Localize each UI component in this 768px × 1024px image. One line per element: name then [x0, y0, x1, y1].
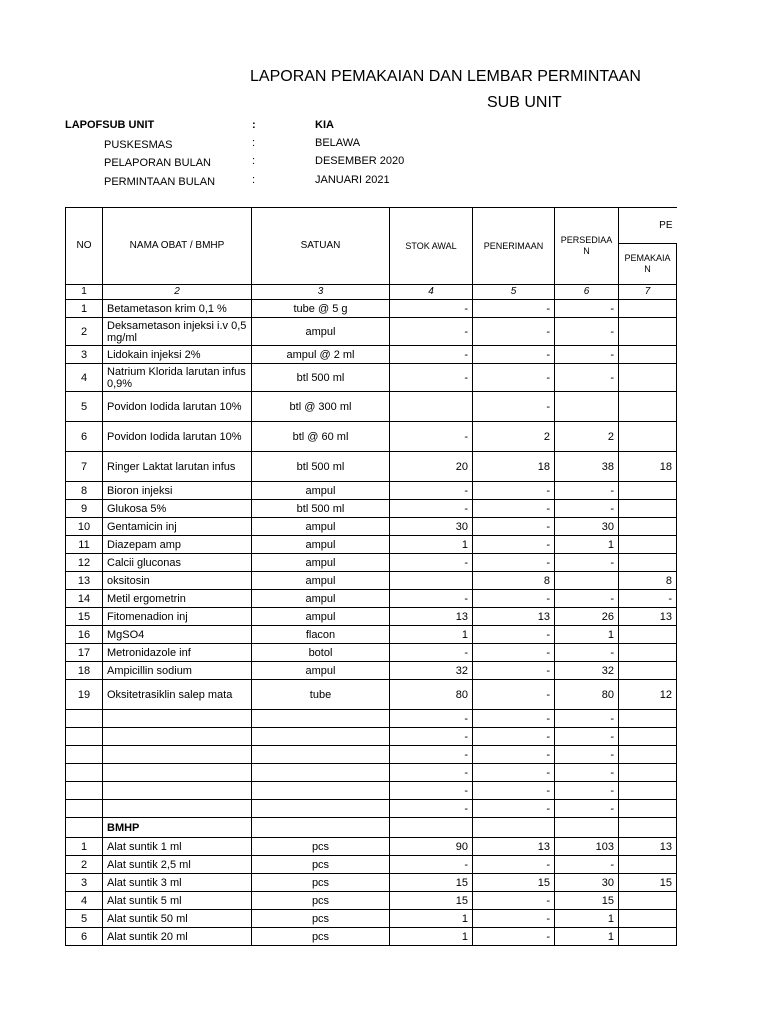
pemakaian-value: [619, 364, 677, 392]
col-header-penerimaan: PENERIMAAN: [473, 208, 555, 285]
penerimaan-value: -: [473, 590, 555, 608]
stok-awal-value: -: [390, 422, 473, 452]
stok-awal-value: 1: [390, 536, 473, 554]
col-header-persediaan: PERSEDIAAN: [555, 208, 619, 285]
pemakaian-value: 12: [619, 680, 677, 710]
item-unit: [252, 800, 390, 818]
persediaan-value: -: [555, 346, 619, 364]
pemakaian-value: [619, 644, 677, 662]
stok-awal-value: 1: [390, 626, 473, 644]
item-name: Oksitetrasiklin salep mata: [103, 680, 252, 710]
table-row: [66, 626, 677, 644]
item-name: Metil ergometrin: [103, 590, 252, 608]
persediaan-value: 1: [555, 928, 619, 946]
col-group-header-cut: PE: [619, 208, 677, 244]
table-row: [66, 300, 677, 318]
stok-awal-value: -: [390, 746, 473, 764]
stok-awal-value: -: [390, 728, 473, 746]
pemakaian-value: [619, 764, 677, 782]
pemakaian-value: [619, 800, 677, 818]
col-number: 7: [619, 285, 677, 300]
pemakaian-value: -: [619, 590, 677, 608]
table-row: [66, 680, 677, 710]
pelaporan-colon: :: [252, 155, 256, 167]
item-name: Ringer Laktat larutan infus: [103, 452, 252, 482]
col-header-no: NO: [66, 208, 103, 285]
col-number: 4: [390, 285, 473, 300]
item-name: Alat suntik 20 ml: [103, 928, 252, 946]
stok-awal-value: 90: [390, 838, 473, 856]
table-row: [66, 590, 677, 608]
pelaporan-value: DESEMBER 2020: [315, 155, 405, 167]
penerimaan-value: -: [473, 680, 555, 710]
bmhp-section-label: BMHP: [103, 818, 252, 838]
pemakaian-value: [619, 910, 677, 928]
item-unit: btl 500 ml: [252, 452, 390, 482]
stok-awal-value: -: [390, 482, 473, 500]
puskesmas-colon: :: [252, 137, 256, 149]
item-name: Fitomenadion inj: [103, 608, 252, 626]
column-number-row: [66, 285, 677, 300]
row-number: 14: [66, 590, 103, 608]
persediaan-value: -: [555, 644, 619, 662]
item-unit: pcs: [252, 910, 390, 928]
persediaan-value: 1: [555, 536, 619, 554]
row-number: 10: [66, 518, 103, 536]
persediaan-value: [555, 572, 619, 590]
item-name: Glukosa 5%: [103, 500, 252, 518]
stok-awal-value: -: [390, 782, 473, 800]
sub-unit-colon: :: [252, 119, 256, 131]
row-number: 17: [66, 644, 103, 662]
table-row: [66, 662, 677, 680]
item-unit: pcs: [252, 928, 390, 946]
row-number: 5: [66, 392, 103, 422]
row-number: 15: [66, 608, 103, 626]
item-name: Alat suntik 2,5 ml: [103, 856, 252, 874]
penerimaan-value: 8: [473, 572, 555, 590]
persediaan-value: -: [555, 746, 619, 764]
puskesmas-value: BELAWA: [315, 137, 361, 149]
persediaan-value: 30: [555, 874, 619, 892]
pemakaian-value: [619, 626, 677, 644]
row-number: [66, 710, 103, 728]
pemakaian-value: [619, 782, 677, 800]
stok-awal-value: 13: [390, 608, 473, 626]
penerimaan-value: -: [473, 392, 555, 422]
item-name: Povidon Iodida larutan 10%: [103, 392, 252, 422]
pemakaian-value: [619, 422, 677, 452]
penerimaan-value: -: [473, 746, 555, 764]
penerimaan-value: -: [473, 782, 555, 800]
stok-awal-value: 1: [390, 928, 473, 946]
col-number: 3: [252, 285, 390, 300]
col-header-pemakaian: PEMAKAIAN: [619, 244, 677, 285]
row-number: 1: [66, 300, 103, 318]
item-unit: ampul: [252, 318, 390, 346]
penerimaan-value: -: [473, 554, 555, 572]
penerimaan-value: -: [473, 644, 555, 662]
item-name: Alat suntik 3 ml: [103, 874, 252, 892]
table-cell: [619, 818, 677, 838]
penerimaan-value: -: [473, 482, 555, 500]
table-row: [66, 856, 677, 874]
table-row: [66, 728, 677, 746]
stok-awal-value: [390, 392, 473, 422]
item-unit: btl @ 300 ml: [252, 392, 390, 422]
persediaan-value: -: [555, 710, 619, 728]
pemakaian-value: [619, 928, 677, 946]
table-row: [66, 928, 677, 946]
row-number: 12: [66, 554, 103, 572]
table-row: [66, 910, 677, 928]
stok-awal-value: [390, 572, 473, 590]
penerimaan-value: -: [473, 662, 555, 680]
stok-awal-value: -: [390, 318, 473, 346]
stok-awal-value: -: [390, 364, 473, 392]
pemakaian-value: [619, 892, 677, 910]
stok-awal-value: 32: [390, 662, 473, 680]
item-name: Alat suntik 5 ml: [103, 892, 252, 910]
penerimaan-value: 18: [473, 452, 555, 482]
table-row: [66, 318, 677, 346]
row-number: 18: [66, 662, 103, 680]
penerimaan-value: -: [473, 626, 555, 644]
pemakaian-value: [619, 346, 677, 364]
item-name: Bioron injeksi: [103, 482, 252, 500]
persediaan-value: 1: [555, 626, 619, 644]
pelaporan-label: PELAPORAN BULAN: [104, 157, 211, 169]
table-cell: [390, 818, 473, 838]
stok-awal-value: -: [390, 800, 473, 818]
row-number: 6: [66, 928, 103, 946]
persediaan-value: -: [555, 482, 619, 500]
table-cell: [66, 818, 103, 838]
pemakaian-value: [619, 856, 677, 874]
table-row: [66, 838, 677, 856]
pemakaian-value: 13: [619, 838, 677, 856]
item-unit: pcs: [252, 892, 390, 910]
item-unit: ampul: [252, 518, 390, 536]
stok-awal-value: -: [390, 500, 473, 518]
table-cell: [252, 818, 390, 838]
row-number: [66, 728, 103, 746]
row-number: 16: [66, 626, 103, 644]
item-name: Ampicillin sodium: [103, 662, 252, 680]
row-number: 19: [66, 680, 103, 710]
item-unit: [252, 746, 390, 764]
persediaan-value: -: [555, 764, 619, 782]
penerimaan-value: -: [473, 892, 555, 910]
item-unit: ampul: [252, 482, 390, 500]
persediaan-value: [555, 392, 619, 422]
persediaan-value: 2: [555, 422, 619, 452]
item-name: Povidon Iodida larutan 10%: [103, 422, 252, 452]
stok-awal-value: -: [390, 764, 473, 782]
item-unit: flacon: [252, 626, 390, 644]
table-row: [66, 392, 677, 422]
sub-unit-label: LAPOFSUB UNIT: [65, 119, 155, 131]
stok-awal-value: 80: [390, 680, 473, 710]
row-number: 2: [66, 318, 103, 346]
permintaan-colon: :: [252, 174, 256, 186]
stok-awal-value: -: [390, 346, 473, 364]
item-name: Natrium Klorida larutan infus 0,9%: [103, 364, 252, 392]
pemakaian-value: [619, 728, 677, 746]
stok-awal-value: 15: [390, 874, 473, 892]
penerimaan-value: -: [473, 536, 555, 554]
persediaan-value: 15: [555, 892, 619, 910]
pemakaian-value: [619, 518, 677, 536]
row-number: [66, 782, 103, 800]
item-name: [103, 782, 252, 800]
persediaan-value: -: [555, 856, 619, 874]
col-number: 1: [66, 285, 103, 300]
item-unit: btl @ 60 ml: [252, 422, 390, 452]
item-name: Betametason krim 0,1 %: [103, 300, 252, 318]
item-name: Lidokain injeksi 2%: [103, 346, 252, 364]
penerimaan-value: -: [473, 910, 555, 928]
item-name: [103, 746, 252, 764]
col-header-nama: NAMA OBAT / BMHP: [103, 208, 252, 285]
item-unit: ampul: [252, 572, 390, 590]
persediaan-value: 103: [555, 838, 619, 856]
row-number: [66, 764, 103, 782]
item-name: Gentamicin inj: [103, 518, 252, 536]
row-number: 3: [66, 346, 103, 364]
pemakaian-value: [619, 482, 677, 500]
penerimaan-value: -: [473, 928, 555, 946]
item-unit: btl 500 ml: [252, 500, 390, 518]
item-unit: [252, 782, 390, 800]
item-name: Calcii gluconas: [103, 554, 252, 572]
pemakaian-value: [619, 300, 677, 318]
penerimaan-value: -: [473, 728, 555, 746]
pemakaian-value: [619, 536, 677, 554]
item-name: [103, 710, 252, 728]
table-row: [66, 710, 677, 728]
penerimaan-value: -: [473, 710, 555, 728]
row-number: 5: [66, 910, 103, 928]
report-title-line1: LAPORAN PEMAKAIAN DAN LEMBAR PERMINTAAN: [250, 68, 641, 85]
table-cell: [473, 818, 555, 838]
row-number: 4: [66, 364, 103, 392]
table-row: [66, 500, 677, 518]
item-name: [103, 800, 252, 818]
table-row: [66, 364, 677, 392]
report-title-line2: SUB UNIT: [487, 94, 562, 111]
table-row: [66, 874, 677, 892]
item-unit: ampul: [252, 608, 390, 626]
item-unit: ampul: [252, 554, 390, 572]
pemakaian-value: [619, 318, 677, 346]
row-number: 11: [66, 536, 103, 554]
puskesmas-label: PUSKESMAS: [104, 139, 173, 151]
item-unit: ampul: [252, 662, 390, 680]
stok-awal-value: -: [390, 554, 473, 572]
persediaan-value: -: [555, 554, 619, 572]
permintaan-value: JANUARI 2021: [315, 174, 390, 186]
persediaan-value: 1: [555, 910, 619, 928]
table-row: [66, 572, 677, 590]
row-number: 13: [66, 572, 103, 590]
row-number: [66, 800, 103, 818]
penerimaan-value: -: [473, 764, 555, 782]
penerimaan-value: -: [473, 364, 555, 392]
pemakaian-value: 8: [619, 572, 677, 590]
persediaan-value: 32: [555, 662, 619, 680]
pemakaian-value: 15: [619, 874, 677, 892]
persediaan-value: 80: [555, 680, 619, 710]
table-row: [66, 536, 677, 554]
persediaan-value: -: [555, 300, 619, 318]
table-cell: [555, 818, 619, 838]
table-row: [66, 644, 677, 662]
stok-awal-value: -: [390, 710, 473, 728]
persediaan-value: 38: [555, 452, 619, 482]
report-table: [65, 207, 677, 946]
penerimaan-value: 2: [473, 422, 555, 452]
item-unit: tube: [252, 680, 390, 710]
table-row: [66, 346, 677, 364]
item-unit: pcs: [252, 856, 390, 874]
stok-awal-value: 30: [390, 518, 473, 536]
persediaan-value: -: [555, 590, 619, 608]
table-row: [66, 422, 677, 452]
stok-awal-value: -: [390, 644, 473, 662]
penerimaan-value: -: [473, 800, 555, 818]
item-unit: btl 500 ml: [252, 364, 390, 392]
stok-awal-value: -: [390, 300, 473, 318]
sub-unit-value: KIA: [315, 119, 334, 131]
row-number: 1: [66, 838, 103, 856]
table-row: [66, 452, 677, 482]
permintaan-label: PERMINTAAN BULAN: [104, 176, 216, 188]
table-row: [66, 608, 677, 626]
row-number: 3: [66, 874, 103, 892]
row-number: 4: [66, 892, 103, 910]
item-unit: ampul: [252, 536, 390, 554]
pemakaian-value: 18: [619, 452, 677, 482]
penerimaan-value: 13: [473, 838, 555, 856]
row-number: 9: [66, 500, 103, 518]
item-unit: pcs: [252, 874, 390, 892]
item-unit: ampul @ 2 ml: [252, 346, 390, 364]
penerimaan-value: 15: [473, 874, 555, 892]
pemakaian-value: [619, 710, 677, 728]
table-row: [66, 746, 677, 764]
table-row: [66, 800, 677, 818]
item-unit: tube @ 5 g: [252, 300, 390, 318]
item-unit: botol: [252, 644, 390, 662]
row-number: 7: [66, 452, 103, 482]
persediaan-value: -: [555, 364, 619, 392]
penerimaan-value: -: [473, 346, 555, 364]
table-row: [66, 764, 677, 782]
stok-awal-value: 20: [390, 452, 473, 482]
pemakaian-value: 13: [619, 608, 677, 626]
table-row: [66, 554, 677, 572]
penerimaan-value: -: [473, 300, 555, 318]
persediaan-value: 26: [555, 608, 619, 626]
table-row: [66, 482, 677, 500]
item-name: [103, 728, 252, 746]
col-header-satuan: SATUAN: [252, 208, 390, 285]
table-row: [66, 782, 677, 800]
col-number: 6: [555, 285, 619, 300]
persediaan-value: -: [555, 318, 619, 346]
pemakaian-value: [619, 554, 677, 572]
row-number: 8: [66, 482, 103, 500]
row-number: [66, 746, 103, 764]
item-unit: ampul: [252, 590, 390, 608]
item-name: MgSO4: [103, 626, 252, 644]
item-name: [103, 764, 252, 782]
item-unit: [252, 764, 390, 782]
item-unit: pcs: [252, 838, 390, 856]
row-number: 2: [66, 856, 103, 874]
persediaan-value: 30: [555, 518, 619, 536]
pemakaian-value: [619, 500, 677, 518]
table-row: [66, 518, 677, 536]
pemakaian-value: [619, 662, 677, 680]
item-name: Alat suntik 50 ml: [103, 910, 252, 928]
item-name: Alat suntik 1 ml: [103, 838, 252, 856]
persediaan-value: -: [555, 800, 619, 818]
item-name: oksitosin: [103, 572, 252, 590]
pemakaian-value: [619, 392, 677, 422]
penerimaan-value: -: [473, 318, 555, 346]
col-number: 5: [473, 285, 555, 300]
persediaan-value: -: [555, 728, 619, 746]
col-number: 2: [103, 285, 252, 300]
persediaan-value: -: [555, 500, 619, 518]
row-number: 6: [66, 422, 103, 452]
item-unit: [252, 728, 390, 746]
penerimaan-value: -: [473, 856, 555, 874]
table-row: [66, 892, 677, 910]
item-name: Deksametason injeksi i.v 0,5 mg/ml: [103, 318, 252, 346]
stok-awal-value: 1: [390, 910, 473, 928]
item-name: Metronidazole inf: [103, 644, 252, 662]
item-unit: [252, 710, 390, 728]
pemakaian-value: [619, 746, 677, 764]
penerimaan-value: -: [473, 500, 555, 518]
stok-awal-value: -: [390, 856, 473, 874]
item-name: Diazepam amp: [103, 536, 252, 554]
stok-awal-value: -: [390, 590, 473, 608]
col-header-stok-awal: STOK AWAL: [390, 208, 473, 285]
penerimaan-value: 13: [473, 608, 555, 626]
penerimaan-value: -: [473, 518, 555, 536]
persediaan-value: -: [555, 782, 619, 800]
stok-awal-value: 15: [390, 892, 473, 910]
bmhp-section-row: [66, 818, 677, 838]
